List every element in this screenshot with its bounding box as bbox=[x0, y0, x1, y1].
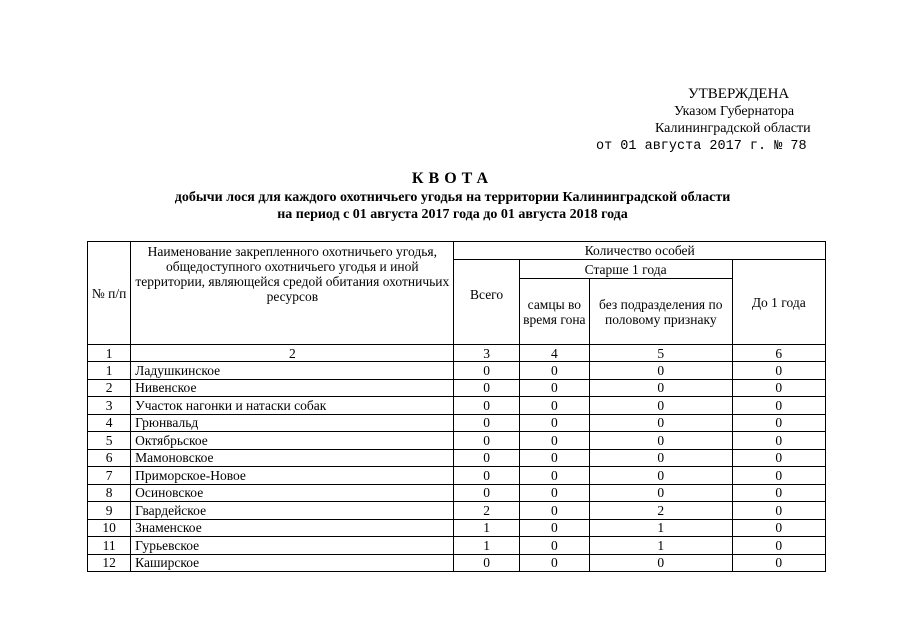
cell-name: Грюнвальд bbox=[131, 414, 454, 432]
cell-name: Нивенское bbox=[131, 379, 454, 397]
cell-no-sex: 0 bbox=[590, 467, 733, 485]
cell-name: Мамоновское bbox=[131, 449, 454, 467]
table-row bbox=[88, 519, 826, 537]
cell-no-sex: 0 bbox=[590, 397, 733, 415]
cell-males: 0 bbox=[519, 467, 589, 485]
cell-num: 2 bbox=[88, 379, 131, 397]
cell-young: 0 bbox=[732, 537, 825, 555]
cell-no-sex: 0 bbox=[590, 362, 733, 380]
cell-name: Октябрьское bbox=[131, 432, 454, 450]
cell-num: 9 bbox=[88, 502, 131, 520]
cell-no-sex: 0 bbox=[590, 432, 733, 450]
cell-name: Гвардейское bbox=[131, 502, 454, 520]
cell-name: Осиновское bbox=[131, 484, 454, 502]
cell-total: 1 bbox=[454, 519, 519, 537]
cell-no-sex: 0 bbox=[590, 379, 733, 397]
document-subtitle-2: на период с 01 августа 2017 года до 01 августа 2018 года bbox=[277, 207, 628, 222]
cell-total: 0 bbox=[454, 397, 519, 415]
table-row bbox=[88, 379, 826, 397]
cell-young: 0 bbox=[732, 519, 825, 537]
cell-name: Приморское-Новое bbox=[131, 467, 454, 485]
cell-no-sex: 0 bbox=[590, 554, 733, 572]
cell-no-sex: 0 bbox=[590, 414, 733, 432]
approval-line-1: Указом Губернатора bbox=[674, 104, 795, 119]
document-subtitle-1: добычи лося для каждого охотничьего угодья на территории Калининградской области bbox=[174, 190, 731, 205]
table-row bbox=[88, 397, 826, 415]
cell-total: 2 bbox=[454, 502, 519, 520]
cell-num: 6 bbox=[88, 449, 131, 467]
cell-no-sex: 2 bbox=[590, 502, 733, 520]
cell-total: 0 bbox=[454, 467, 519, 485]
cell-total: 0 bbox=[454, 484, 519, 502]
column-number-row bbox=[88, 345, 826, 362]
approval-title: УТВЕРЖДЕНА bbox=[688, 86, 790, 102]
cell-total: 0 bbox=[454, 449, 519, 467]
cell-total: 1 bbox=[454, 537, 519, 555]
cell-males: 0 bbox=[519, 537, 589, 555]
column-number: 5 bbox=[590, 345, 733, 362]
cell-males: 0 bbox=[519, 397, 589, 415]
column-number: 2 bbox=[131, 345, 454, 362]
cell-males: 0 bbox=[519, 432, 589, 450]
table-row bbox=[88, 362, 826, 380]
cell-total: 0 bbox=[454, 362, 519, 380]
cell-total: 0 bbox=[454, 432, 519, 450]
column-number: 1 bbox=[88, 345, 131, 362]
table-body bbox=[88, 362, 826, 572]
cell-name: Участок нагонки и натаски собак bbox=[131, 397, 454, 415]
cell-males: 0 bbox=[519, 519, 589, 537]
header-count: Количество особей bbox=[454, 242, 826, 260]
cell-num: 12 bbox=[88, 554, 131, 572]
cell-num: 8 bbox=[88, 484, 131, 502]
cell-males: 0 bbox=[519, 484, 589, 502]
header-num: № п/п bbox=[88, 242, 131, 345]
quota-table bbox=[87, 241, 826, 572]
cell-young: 0 bbox=[732, 484, 825, 502]
cell-males: 0 bbox=[519, 449, 589, 467]
header-name: Наименование закрепленного охотничьего угодья, общедоступного охотничьего угодья и иной территории, являющейся средой обитания охотничьих ресурсов bbox=[131, 242, 454, 345]
cell-name: Знаменское bbox=[131, 519, 454, 537]
cell-young: 0 bbox=[732, 414, 825, 432]
table-row bbox=[88, 537, 826, 555]
column-number: 3 bbox=[454, 345, 519, 362]
cell-males: 0 bbox=[519, 362, 589, 380]
table-row bbox=[88, 414, 826, 432]
cell-num: 3 bbox=[88, 397, 131, 415]
cell-young: 0 bbox=[732, 397, 825, 415]
approval-line-2: Калининградской области bbox=[655, 121, 811, 136]
cell-total: 0 bbox=[454, 554, 519, 572]
cell-males: 0 bbox=[519, 414, 589, 432]
cell-num: 10 bbox=[88, 519, 131, 537]
cell-no-sex: 0 bbox=[590, 484, 733, 502]
table-row bbox=[88, 484, 826, 502]
table-row bbox=[88, 467, 826, 485]
cell-young: 0 bbox=[732, 379, 825, 397]
cell-young: 0 bbox=[732, 432, 825, 450]
cell-num: 11 bbox=[88, 537, 131, 555]
cell-total: 0 bbox=[454, 379, 519, 397]
table-row bbox=[88, 449, 826, 467]
cell-num: 7 bbox=[88, 467, 131, 485]
column-number: 6 bbox=[732, 345, 825, 362]
cell-num: 1 bbox=[88, 362, 131, 380]
cell-no-sex: 1 bbox=[590, 519, 733, 537]
header-older: Старше 1 года bbox=[519, 260, 732, 279]
header-males: самцы во время гона bbox=[519, 279, 589, 345]
cell-no-sex: 1 bbox=[590, 537, 733, 555]
column-number: 4 bbox=[519, 345, 589, 362]
cell-young: 0 bbox=[732, 554, 825, 572]
cell-males: 0 bbox=[519, 554, 589, 572]
cell-males: 0 bbox=[519, 502, 589, 520]
cell-males: 0 bbox=[519, 379, 589, 397]
document-title: КВОТА bbox=[411, 170, 494, 187]
cell-name: Гурьевское bbox=[131, 537, 454, 555]
table-row bbox=[88, 554, 826, 572]
header-total: Всего bbox=[454, 260, 519, 345]
cell-young: 0 bbox=[732, 449, 825, 467]
cell-name: Каширское bbox=[131, 554, 454, 572]
cell-young: 0 bbox=[732, 467, 825, 485]
header-young: До 1 года bbox=[732, 260, 825, 345]
cell-no-sex: 0 bbox=[590, 449, 733, 467]
cell-num: 5 bbox=[88, 432, 131, 450]
table-row bbox=[88, 432, 826, 450]
cell-num: 4 bbox=[88, 414, 131, 432]
approval-date: от 01 августа 2017 г. № 78 bbox=[596, 139, 807, 154]
cell-young: 0 bbox=[732, 502, 825, 520]
cell-total: 0 bbox=[454, 414, 519, 432]
header-no-sex: без подразделения по половому признаку bbox=[590, 279, 733, 345]
cell-young: 0 bbox=[732, 362, 825, 380]
cell-name: Ладушкинское bbox=[131, 362, 454, 380]
table-row bbox=[88, 502, 826, 520]
